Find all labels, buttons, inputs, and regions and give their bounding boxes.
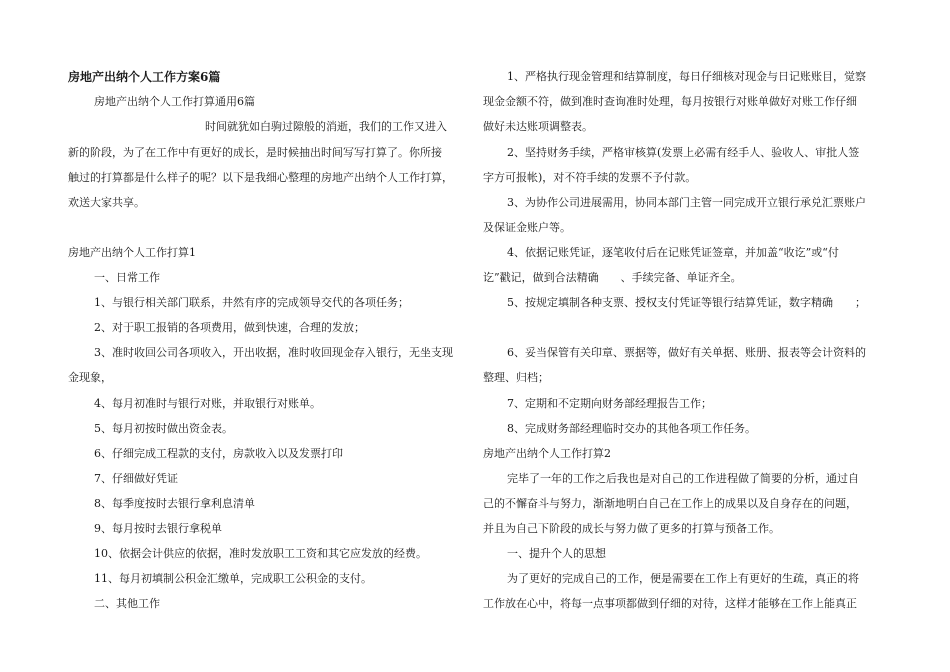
plan-2-heading: 房地产出纳个人工作打算2: [483, 447, 611, 460]
paragraph-line: 己的不懈奋斗与努力，渐渐地明白自己在工作上的成果以及自身存在的问题，: [483, 497, 857, 510]
list-item: 2、对于职工报销的各项费用，做到快速，合理的发放；: [94, 321, 365, 334]
list-item: 10、依据会计供应的依据，准时发放职工工资和其它应发放的经费。: [94, 547, 427, 560]
list-item: 5、按规定填制各种支票、授权支付凭证等银行结算凭证，数字精确 ；: [507, 296, 866, 309]
list-item: 6、仔细完成工程款的支付，房款收入以及发票打印: [94, 447, 343, 460]
list-item-continued: 做好未达账项调整表。: [483, 120, 593, 133]
section-daily-work: 一、日常工作: [94, 271, 160, 284]
paragraph-line: 并且为自己下阶段的成长与努力做了更多的打算与预备工作。: [483, 522, 780, 535]
paragraph-line: 完毕了一年的工作之后我也是对自己的工作进程做了简要的分析，通过自: [507, 472, 859, 485]
section-other-work: 二、其他工作: [94, 597, 160, 610]
list-item: 8、每季度按时去银行拿利息清单: [94, 497, 255, 510]
list-item: 8、完成财务部经理临时交办的其他各项工作任务。: [507, 422, 756, 435]
list-item: 3、准时收回公司各项收入，开出收据，准时收回现金存入银行，无坐支现: [94, 346, 453, 359]
list-item-continued: 金现象，: [68, 371, 112, 384]
list-item: 7、仔细做好凭证: [94, 472, 178, 485]
document-title: 房地产出纳个人工作方案6篇: [68, 70, 221, 84]
paragraph-line: 工作放在心中，将每一点事项都做到仔细的对待，这样才能够在工作上能真正: [483, 597, 857, 610]
list-item: 5、每月初按时做出资金表。: [94, 422, 233, 435]
list-item: 11、每月初填制公积金汇缴单，完成职工公积金的支付。: [94, 572, 372, 585]
list-item: 1、与银行相关部门联系，井然有序的完成领导交代的各项任务；: [94, 296, 409, 309]
list-item: 4、依据记账凭证，逐笔收付后在记账凭证签章，并加盖“收讫”或“付: [507, 246, 839, 259]
list-item: 3、为协作公司进展需用，协同本部门主管一同完成开立银行承兑汇票账户: [507, 196, 866, 209]
section-improve-thinking: 一、提升个人的思想: [507, 547, 606, 560]
list-item-continued: 现金金额不符，做到准时查询准时处理，每月按银行对账单做好对账工作仔细: [483, 95, 857, 108]
list-item-continued: 讫”戳记，做到合法精确 、手续完备、单证齐全。: [483, 271, 742, 284]
intro-line-3: 触过的打算都是什么样子的呢？以下是我细心整理的房地产出纳个人工作打算，: [68, 171, 453, 184]
list-item: 4、每月初准时与银行对账，并取银行对账单。: [94, 397, 321, 410]
list-item: 1、严格执行现金管理和结算制度，每日仔细核对现金与日记账账目，觉察: [507, 70, 866, 83]
intro-line-1: 时间就犹如白驹过隙般的消逝，我们的工作又进入: [205, 120, 447, 133]
plan-1-heading: 房地产出纳个人工作打算1: [68, 246, 196, 259]
list-item-continued: 整理、归档；: [483, 371, 549, 384]
paragraph-line: 为了更好的完成自己的工作，便是需要在工作上有更好的生疏，真正的将: [507, 572, 859, 585]
list-item: 9、每月按时去银行拿税单: [94, 522, 222, 535]
list-item-continued: 及保证金账户等。: [483, 221, 571, 234]
intro-line-2: 新的阶段，为了在工作中有更好的成长，是时候抽出时间写写打算了。你所接: [68, 146, 442, 159]
list-item: 6、妥当保管有关印章、票据等，做好有关单据、账册、报表等会计资料的: [507, 346, 866, 359]
document-subtitle: 房地产出纳个人工作打算通用6篇: [94, 95, 255, 108]
list-item: 7、定期和不定期向财务部经理报告工作；: [507, 397, 712, 410]
list-item-continued: 字方可报帐)，对不符手续的发票不予付款。: [483, 171, 697, 184]
list-item: 2、坚持财务手续，严格审核算(发票上必需有经手人、验收人、审批人签: [507, 146, 860, 159]
intro-line-4: 欢送大家共享。: [68, 196, 145, 209]
